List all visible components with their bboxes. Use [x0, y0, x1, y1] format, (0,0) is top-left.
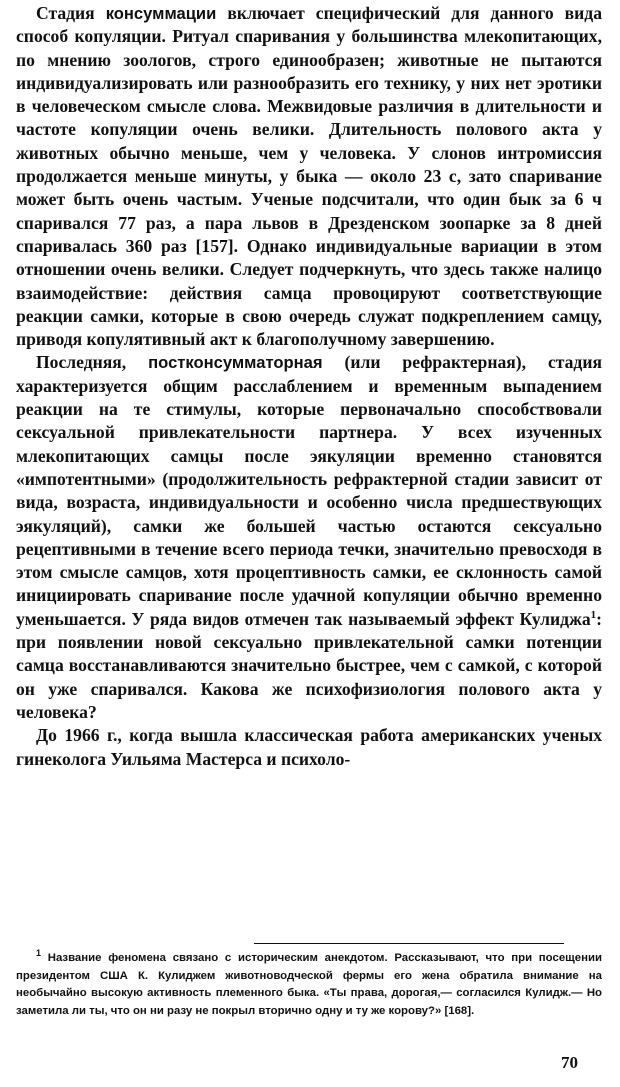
footnote	[16, 950, 602, 1020]
footnote-reference-mark: 1	[590, 608, 597, 621]
paragraph-text: Последняя,	[36, 352, 149, 373]
footnote-separator	[254, 943, 564, 944]
term-consummation: консуммации	[105, 4, 217, 23]
paragraph-text: До 1966 г., когда вышла классическая работа американских ученых гинеколога Уильяма Мастерса и психоло-	[16, 725, 602, 769]
paragraph-text: : при появлении новой сексуально привлекательной самки потенции самца восстанавливаются значительно быстрее, чем с самкой, с которой он уже спаривался. Какова же психофизиология полового акта у человека?	[16, 608, 602, 722]
paragraph-masters	[16, 724, 602, 771]
paragraph-text: включает специфический для данного вида способ копуляции. Ритуал спаривания у большинства млекопитающих, по мнению зоологов, строго единообразен; животные не пытаются индивидуализировать или разнообразить его технику, у них нет эротики в человеческом смысле слова. Межвидовые различия в длительности и частоте копуляции очень велики. Длительность полового акта у животных обычно меньше, чем у человека. У слонов интромиссия продолжается меньше минуты, у быка — около 23 с, зато спаривание может быть очень частым. Ученые подсчитали, что один бык за 6 ч спаривался 77 раз, а пара львов в Дрезденском зоопарке за 8 дней спаривалась 360 раз [157]. Однако индивидуальные вариации в этом отношении очень велики. Следует подчеркнуть, что здесь также налицо взаимодействие: действия самца провоцируют соответствующие реакции самки, которые в свою очередь служат подкреплением самцу, приводя копулятивный акт к благополучному завершению.	[16, 3, 602, 350]
paragraph-text: Стадия	[36, 3, 106, 23]
page-number: 70	[561, 1053, 578, 1072]
paragraph-postconsummatory	[16, 351, 602, 724]
paragraph-text: (или рефрактерная), стадия характеризуется общим расслаблением и временным выпадением реакции на те стимулы, которые первоначально способствовали сексуальной привлекательности партнера. У всех изученных млекопитающих самцы после эякуляции временно становятся «импотентными» (продолжительность рефрактерной стадии зависит от вида, возраста, индивидуальности и особенно числа предшествующих эякуляций), самки же большей частью остаются сексуально рецептивными в течение всего периода течки, значительно превосходя в этом смысле самцов, хотя процептивность самки, ее склонность самой инициировать спаривание после удачной копуляции обычно временно уменьшается. У ряда видов отмечен так называемый эффект Кулиджа	[16, 352, 602, 629]
term-postconsummatory: постконсумматорная	[148, 353, 323, 373]
footnote-number: 1	[36, 948, 42, 959]
footnote-text: Название феномена связано с историческим анекдотом. Рассказывают, что при посещении президентом США К. Кулиджем животноводческой фермы его жена обратила внимание на необычайно высокую активность племенного быка. «Ты права, дорогая,— согласился Кулидж.— Но заметила ли ты, что он ни разу не покрыл вторично одну и ту же корову?» [168].	[16, 952, 602, 1017]
paragraph-consummation	[16, 2, 602, 351]
